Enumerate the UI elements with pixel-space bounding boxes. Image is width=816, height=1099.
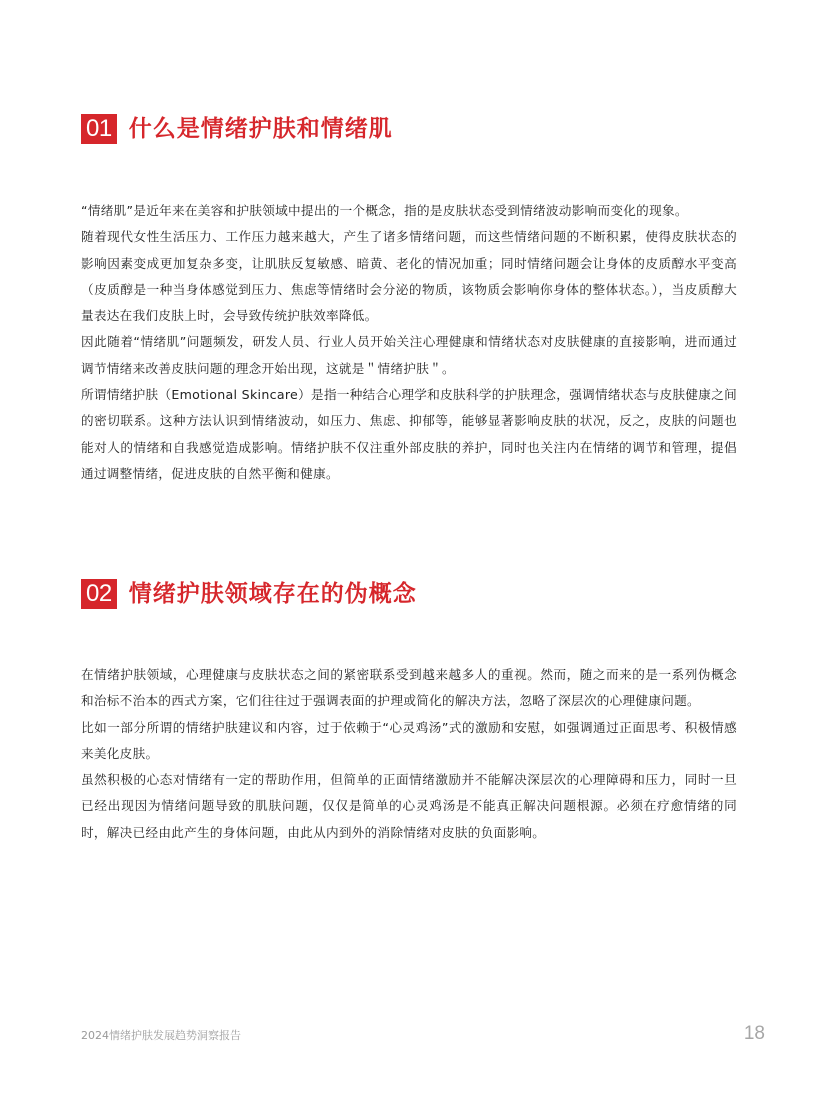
section-1-paragraph-2: 随着现代女性生活压力、工作压力越来越大，产生了诸多情绪问题，而这些情绪问题的不断积累，使得皮肤状态的影响因素变成更加复杂多变，让肌肤反复敏感、暗黄、老化的情况加重；同时情绪问题会让身体的皮质醇水平变高（皮质醇是一种当身体感觉到压力、焦虑等情绪时会分泌的物质，该物质会影响你身体的整体状态。），当皮质醇大量表达在我们皮肤上时，会导致传统护肤效率降低。 [81,229,737,324]
section-1-body [81,198,737,487]
section-2-body [81,662,737,846]
section-2-paragraph-1: 在情绪护肤领域，心理健康与皮肤状态之间的紧密联系受到越来越多人的重视。然而，随之而来的是一系列伪概念和治标不治本的西式方案，它们往往过于强调表面的护理或简化的解决方法，忽略了深层次的心理健康问题。 [81,667,737,709]
section-2-paragraph-3: 虽然积极的心态对情绪有一定的帮助作用，但简单的正面情绪激励并不能解决深层次的心理障碍和压力，同时一旦已经出现因为情绪问题导致的肌肤问题，仅仅是简单的心灵鸡汤是不能真正解决问题根源。必须在疗愈情绪的同时，解决已经由此产生的身体问题，由此从内到外的消除情绪对皮肤的负面影响。 [81,772,737,840]
footer-report-title: 2024情绪护肤发展趋势洞察报告 [81,1029,241,1042]
section-2-paragraph-2: 比如一部分所谓的情绪护肤建议和内容，过于依赖于“心灵鸡汤”式的激励和安慰，如强调通过正面思考、积极情感来美化皮肤。 [81,719,737,761]
section-2-title: 情绪护肤领域存在的伪概念 [128,581,417,607]
section-1-title: 什么是情绪护肤和情绪肌 [128,116,393,142]
section-1-number-badge: 01 [81,114,117,144]
section-2-heading [81,579,417,609]
section-1-paragraph-3: 因此随着“情绪肌”问题频发，研发人员、行业人员开始关注心理健康和情绪状态对皮肤健康的直接影响，进而通过调节情绪来改善皮肤问题的理念开始出现，这就是＂情绪护肤＂。 [81,334,737,376]
section-1-paragraph-4: 所谓情绪护肤（Emotional Skincare）是指一种结合心理学和皮肤科学的护肤理念，强调情绪状态与皮肤健康之间的密切联系。这种方法认识到情绪波动，如压力、焦虑、抑郁等，能够显著影响皮肤的状况，反之，皮肤的问题也能对人的情绪和自我感觉造成影响。情绪护肤不仅注重外部皮肤的养护，同时也关注内在情绪的调节和管理，提倡通过调整情绪，促进皮肤的自然平衡和健康。 [81,387,737,481]
section-1-heading [81,114,393,144]
section-1-paragraph-1: “情绪肌”是近年来在美容和护肤领域中提出的一个概念，指的是皮肤状态受到情绪波动影响而变化的现象。 [81,203,688,218]
page-number: 18 [743,1023,765,1044]
section-2-number-badge: 02 [81,579,117,609]
